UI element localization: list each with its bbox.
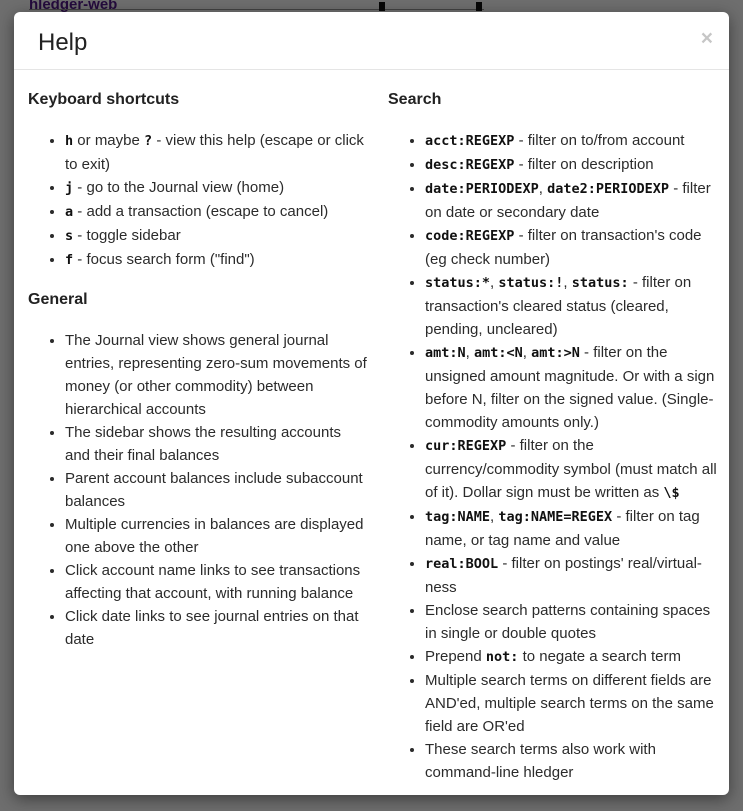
list-item: • cur:REGEXP - filter on the currency/commodity symbol (must match all of it). Dollar sign must be written as \$ [425, 434, 723, 505]
code-term: code:REGEXP [425, 228, 515, 244]
section-heading-keyboard-shortcuts: Keyboard shortcuts [28, 91, 180, 108]
list-item: • h or maybe ? - view this help (escape or click to exit) [65, 129, 367, 176]
code-term: real:BOOL [425, 556, 499, 572]
list-item: • Multiple search terms on different fields are AND'ed, multiple search terms on the same field are OR'ed [425, 669, 723, 738]
code-term: amt:N [425, 345, 466, 361]
list-item: • f - focus search form ("find") [65, 248, 367, 272]
modal-body [14, 70, 729, 795]
list-item: • Click date links to see journal entries on that date [65, 605, 367, 651]
list-item: • Multiple currencies in balances are displayed one above the other [65, 513, 367, 559]
modal-title: Help [38, 29, 88, 56]
code-term: a [65, 204, 74, 220]
general-list [21, 329, 367, 651]
help-column-right [373, 72, 723, 784]
list-item: • real:BOOL - filter on postings' real/virtual-ness [425, 552, 723, 599]
list-item: • These search terms also work with command-line hledger [425, 738, 723, 784]
list-item: • date:PERIODEXP, date2:PERIODEXP - filter on date or secondary date [425, 177, 723, 224]
list-item: • desc:REGEXP - filter on description [425, 153, 723, 177]
code-term: status:! [498, 275, 564, 291]
code-term: acct:REGEXP [425, 133, 515, 149]
list-item: • The sidebar shows the resulting accounts and their final balances [65, 421, 367, 467]
code-term: h [65, 133, 74, 149]
list-item: • The Journal view shows general journal entries, representing zero-sum movements of money (or other commodity) between hierarchical accounts [65, 329, 367, 421]
code-term: j [65, 180, 74, 196]
list-item: • code:REGEXP - filter on transaction's code (eg check number) [425, 224, 723, 271]
list-item: • s - toggle sidebar [65, 224, 367, 248]
help-modal [14, 12, 729, 795]
close-icon[interactable]: × [700, 27, 713, 50]
code-term: date2:PERIODEXP [547, 181, 670, 197]
code-term: ? [144, 133, 153, 149]
code-term: s [65, 228, 74, 244]
list-item: • status:*, status:!, status: - filter on transaction's cleared status (cleared, pending, uncleared) [425, 271, 723, 341]
section-heading-general: General [28, 291, 88, 308]
code-term: desc:REGEXP [425, 157, 515, 173]
list-item: • tag:NAME, tag:NAME=REGEX - filter on tag name, or tag name and value [425, 505, 723, 552]
code-term: status:* [425, 275, 491, 291]
modal-header [14, 12, 729, 70]
code-term: not: [485, 649, 519, 665]
help-column-left [21, 72, 373, 784]
list-item: • Enclose search patterns containing spaces in single or double quotes [425, 599, 723, 645]
list-item: • acct:REGEXP - filter on to/from account [425, 129, 723, 153]
code-term: tag:NAME=REGEX [498, 509, 613, 525]
list-item: • Parent account balances include subaccount balances [65, 467, 367, 513]
code-term: amt:>N [531, 345, 580, 361]
list-item: • a - add a transaction (escape to cancel) [65, 200, 367, 224]
list-item: • amt:N, amt:<N, amt:>N - filter on the unsigned amount magnitude. Or with a sign before N, filter on the signed value. (Single-commodity amounts only.) [425, 341, 723, 434]
code-term: f [65, 252, 74, 268]
section-heading-search: Search [388, 91, 442, 108]
code-term: cur:REGEXP [425, 438, 507, 454]
search-list [381, 129, 723, 784]
code-term: amt:<N [473, 345, 523, 361]
code-term: status: [571, 275, 629, 291]
list-item: • j - go to the Journal view (home) [65, 176, 367, 200]
list-item: • Prepend not: to negate a search term [425, 645, 723, 669]
list-item: • Click account name links to see transactions affecting that account, with running balance [65, 559, 367, 605]
code-term: tag:NAME [425, 509, 491, 525]
code-term: \$ [663, 485, 680, 501]
keyboard-shortcuts-list [21, 129, 367, 272]
code-term: date:PERIODEXP [425, 181, 539, 197]
